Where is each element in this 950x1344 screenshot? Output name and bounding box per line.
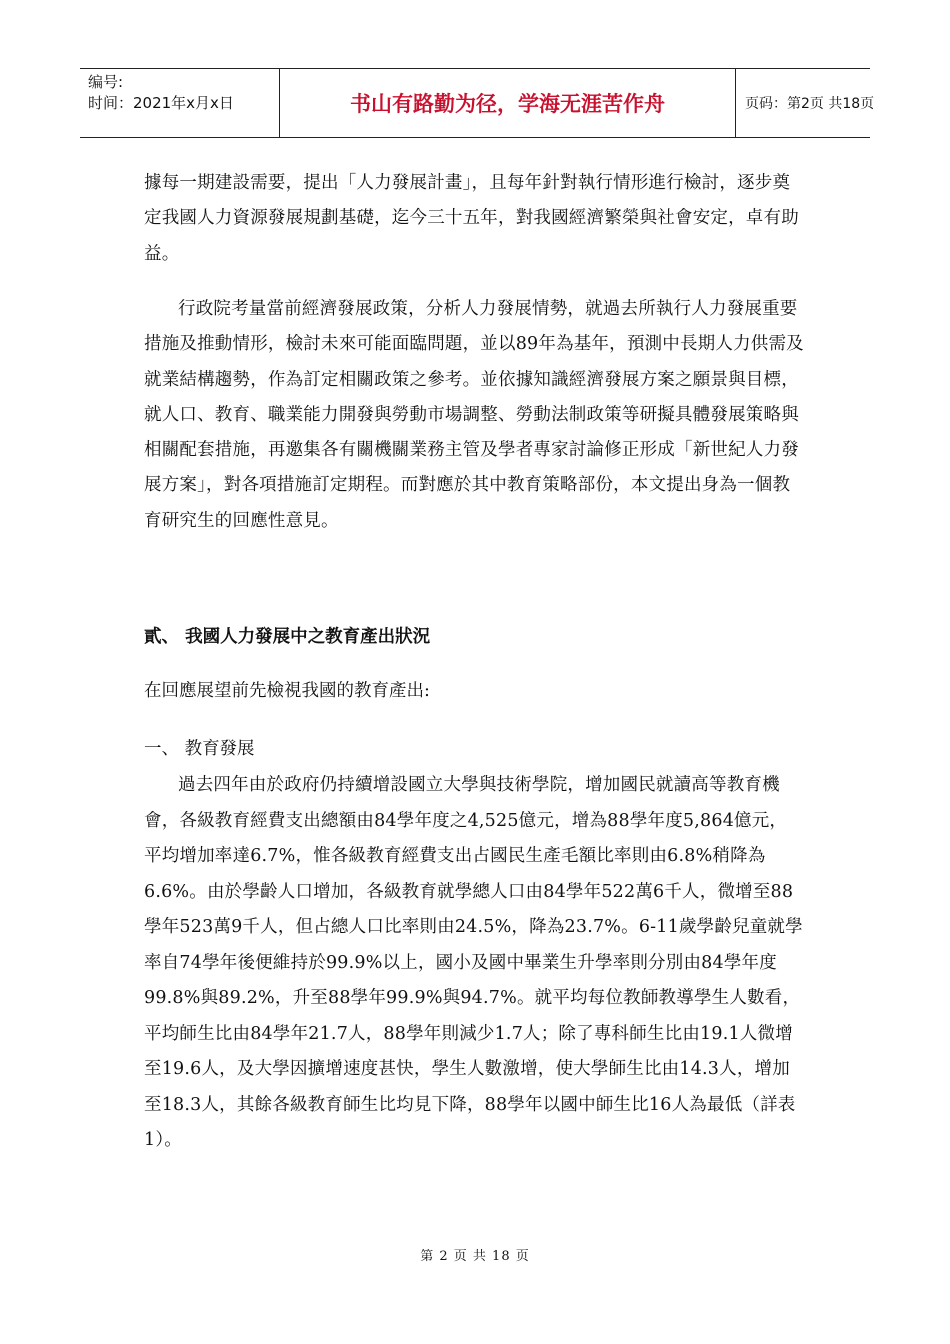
number-label: 编号: [88,73,124,91]
section-intro: 在回應展望前先檢視我國的教育產出: [144,681,430,701]
paragraph-1: 據每一期建設需要，提出「人力發展計畫」，且每年針對執行情形進行檢討，逐步奠定我國人力資源發展規劃基礎，迄今三十五年，對我國經濟繁榮與社會安定，卓有助益。 [144,173,799,264]
header-page-info: 页码：第2页 共18页 [745,96,875,112]
paragraph-3: 過去四年由於政府仍持續增設國立大學與技術學院，增加國民就讀高等教育機會，各級教育經費支出總額由84學年度之4,525億元，增為88學年度5,864億元，平均增加率達6.7%，惟各級教育經費支出占國民生產毛額比率則由6.8%稍降為6.6%。由於學齡人口增加，各級教育就學總人口由84學年522萬6千人，微增至88學年523萬9千人，但占總人口比率則由24.5%，降為23.7%。6-11歲學齡兒童就學率自74學年後便維持於99.9%以上，國小及國中畢業生升學率則分別由84學年度99.8%與89.2%，升至88學年99.9%與94.7%。就平均每位教師教導學生人數看，平均師生比由84學年21.7人，88學年則減少1.7人；除了專科師生比由19.1人微增至19.6人，及大學因擴增速度甚快，學生人數激增，使大學師生比由14.3人，增加至18.3人，其餘各級教育師生比均見下降，88學年以國中師生比16人為最低（詳表1）。 [144,775,803,1150]
page-header [80,68,875,138]
section-heading: 貳、 我國人力發展中之教育產出狀況 [144,627,431,647]
paragraph-2: 行政院考量當前經濟發展政策，分析人力發展情勢，就過去所執行人力發展重要措施及推動情形，檢討未來可能面臨問題，並以89年為基年，預測中長期人力供需及就業結構趨勢，作為訂定相關政策之參考。並依據知識經濟發展方案之願景與目標，就人口、教育、職業能力開發與勞動市場調整、勞動法制政策等研擬具體發展策略與相關配套措施，再邀集各有關機關業務主管及學者專家討論修正形成「新世紀人力發展方案」，對各項措施訂定期程。而對應於其中教育策略部份，本文提出身為一個教育研究生的回應性意見。 [144,299,804,531]
subsection-heading: 一、 教育發展 [144,739,255,759]
time-label: 时间：2021年x月x日 [88,94,234,112]
header-motto: 书山有路勤为径，学海无涯苦作舟 [280,69,736,137]
page-footer: 第 2 页 共 18 页 [420,1249,530,1264]
header-meta-cell [80,69,280,137]
